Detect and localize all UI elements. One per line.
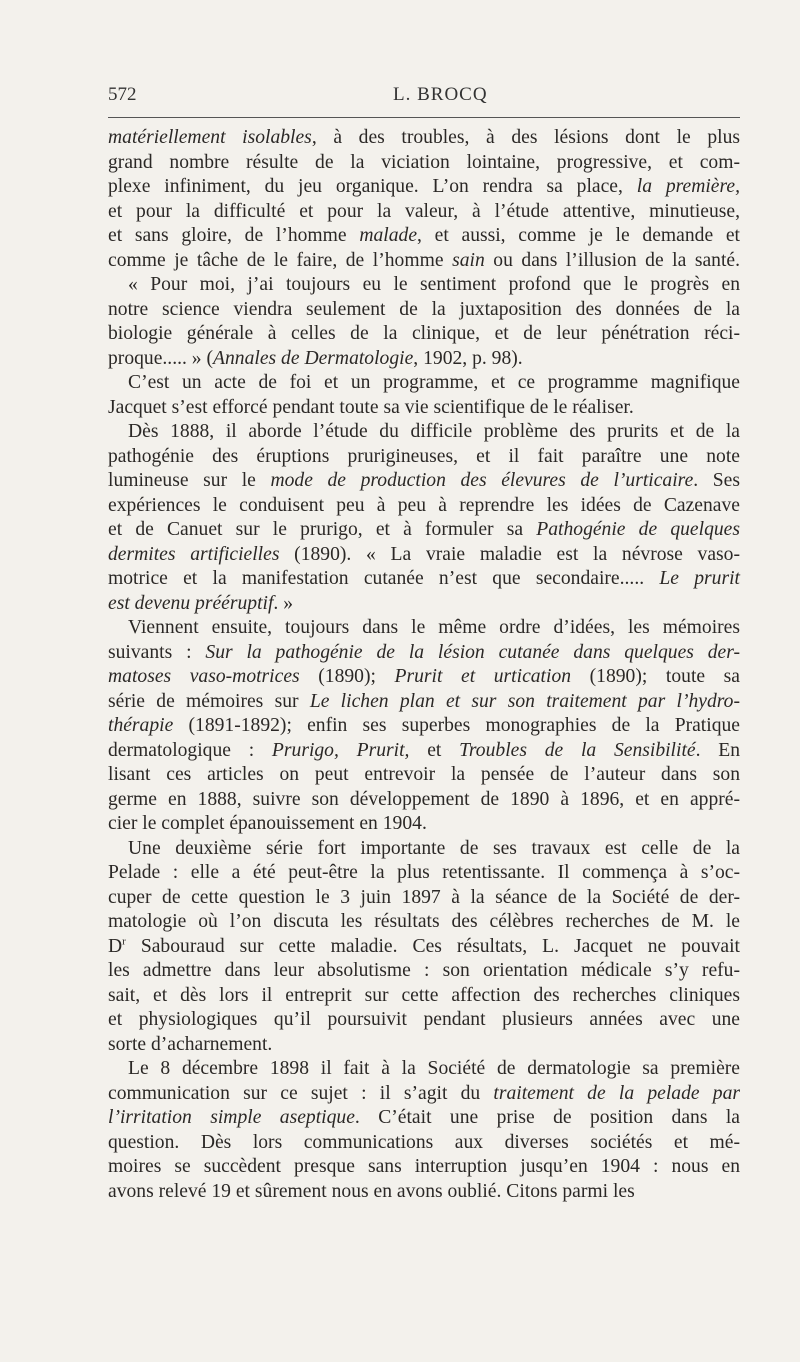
text-run: (1890); bbox=[299, 666, 395, 687]
text-line bbox=[108, 935, 740, 960]
text-line bbox=[108, 886, 740, 911]
text-line bbox=[108, 788, 740, 813]
running-head-author: L. BROCQ bbox=[393, 84, 488, 105]
italic-text: matériellement isolables bbox=[108, 127, 312, 148]
italic-text: Sur la pathogénie de la lésion cutanée dans quelques der- bbox=[205, 641, 740, 663]
text-line bbox=[108, 984, 740, 1009]
text-run: Pelade : elle a été peut-être la plus retentissante. Il commença à s’oc- bbox=[108, 862, 740, 883]
text-run: avons relevé 19 et sûrement nous en avons oublié. Citons parmi les bbox=[108, 1180, 635, 1202]
text-run: pathogénie des éruptions prurigineuses, et il fait paraître une note bbox=[108, 445, 740, 467]
text-run: D bbox=[108, 935, 123, 957]
text-line bbox=[108, 543, 740, 568]
text-run: . Ses bbox=[693, 470, 740, 491]
text-line bbox=[108, 1008, 740, 1033]
text-line bbox=[108, 910, 740, 935]
text-run: lumineuse sur le bbox=[108, 470, 271, 491]
italic-text: thérapie bbox=[108, 715, 174, 736]
italic-text: traitement de la pelade par bbox=[493, 1082, 740, 1104]
italic-text: Pathogénie de quelques bbox=[536, 519, 740, 540]
text-run: Dès 1888, il aborde l’étude du difficile problème des prurits et de la bbox=[128, 421, 740, 442]
text-line bbox=[108, 396, 740, 421]
text-line bbox=[108, 567, 740, 592]
text-line bbox=[108, 837, 740, 862]
text-line bbox=[108, 861, 740, 886]
text-run: grand nombre résulte de la viciation lointaine, progressive, et com- bbox=[108, 151, 740, 173]
text-line bbox=[108, 420, 740, 445]
text-line bbox=[108, 249, 740, 274]
text-line bbox=[108, 1131, 740, 1156]
italic-text: est devenu prééruptif bbox=[108, 592, 274, 614]
text-run: , à des troubles, à des lésions dont le plus bbox=[311, 127, 740, 148]
text-run: biologie générale à celles de la clinique, et de leur pénétration réci- bbox=[108, 323, 740, 344]
text-run: et bbox=[409, 739, 460, 761]
italic-text: matoses vaso-motrices bbox=[108, 666, 300, 687]
text-run: matologie où l’on discuta les résultats des célèbres recherches de M. le bbox=[108, 911, 740, 932]
text-run: communication sur ce sujet : il s’agit du bbox=[108, 1082, 494, 1104]
text-line bbox=[108, 1082, 740, 1107]
text-run: (1890); toute sa bbox=[571, 666, 741, 687]
text-run: et physiologiques qu’il poursuivit pendant plusieurs années avec une bbox=[108, 1009, 740, 1030]
text-line bbox=[108, 959, 740, 984]
text-run: Viennent ensuite, toujours dans le même ordre d’idées, les mémoires bbox=[128, 617, 740, 638]
text-line bbox=[108, 347, 740, 372]
text-line bbox=[108, 494, 740, 519]
body-text bbox=[108, 126, 740, 1204]
text-run: et de Canuet sur le prurigo, et à formuler sa bbox=[108, 519, 537, 540]
text-line bbox=[108, 1106, 740, 1131]
italic-text: Annales de Dermatologie bbox=[213, 347, 414, 369]
text-run: comme je tâche de le faire, de l’homme bbox=[108, 249, 453, 271]
text-run: dermatologique : bbox=[108, 739, 272, 761]
text-run: sait, et dès lors il entreprit sur cette affection des recherches cliniques bbox=[108, 984, 740, 1006]
text-line bbox=[108, 665, 740, 690]
italic-text: malade bbox=[359, 225, 418, 246]
text-line bbox=[108, 592, 740, 617]
text-run: expériences le conduisent peu à peu à reprendre les idées de Cazenave bbox=[108, 494, 740, 516]
italic-text: dermites artificielles bbox=[108, 543, 280, 565]
text-run: les admettre dans leur absolutisme : son orientation médicale s’y refu- bbox=[108, 960, 740, 981]
text-run: . En bbox=[695, 739, 741, 761]
text-line bbox=[108, 322, 740, 347]
text-run: (1891-1892); enfin ses superbes monographies de la Pratique bbox=[173, 715, 740, 736]
text-run: Jacquet s’est efforcé pendant toute sa vie scientifique de le réaliser. bbox=[108, 396, 634, 418]
text-run: proque..... » ( bbox=[108, 347, 214, 369]
italic-text: sain bbox=[452, 249, 485, 271]
italic-text: mode de production des élevures de l’urticaire bbox=[270, 470, 694, 491]
text-run: cier le complet épanouissement en 1904. bbox=[108, 813, 427, 834]
text-run: moires se succèdent presque sans interruption jusqu’en 1904 : nous en bbox=[108, 1156, 740, 1177]
text-run: série de mémoires sur bbox=[108, 690, 310, 712]
text-line bbox=[108, 714, 740, 739]
text-line bbox=[108, 518, 740, 543]
text-run: C’est un acte de foi et un programme, et ce programme magnifique bbox=[128, 372, 740, 393]
text-run: . » bbox=[273, 592, 294, 614]
header-rule bbox=[108, 117, 740, 118]
italic-text: Prurit et urtication bbox=[394, 666, 572, 687]
text-run: cuper de cette question le 3 juin 1897 à la séance de la Société de der- bbox=[108, 886, 740, 908]
text-line bbox=[108, 200, 740, 225]
text-line bbox=[108, 445, 740, 470]
text-line bbox=[108, 1180, 740, 1205]
text-line bbox=[108, 1155, 740, 1180]
text-run: , et aussi, comme je le demande et bbox=[417, 225, 740, 246]
italic-text: Le lichen plan et sur son traitement par l’hydro- bbox=[309, 690, 740, 712]
text-run: , 1902, p. 98). bbox=[413, 347, 523, 369]
text-line bbox=[108, 224, 740, 249]
text-run: motrice et la manifestation cutanée n’est que secondaire..... bbox=[108, 568, 660, 589]
text-run: et sans gloire, de l’homme bbox=[108, 225, 360, 246]
text-run: lisant ces articles on peut entrevoir la pensée de l’auteur dans son bbox=[108, 764, 740, 785]
text-line bbox=[108, 812, 740, 837]
italic-text: la première, bbox=[636, 176, 740, 197]
text-line bbox=[108, 1033, 740, 1058]
text-run: ou dans l’illusion de la santé. bbox=[484, 249, 741, 271]
text-run: question. Dès lors communications aux diverses sociétés et mé- bbox=[108, 1131, 740, 1153]
text-run: notre science viendra seulement de la juxtaposition des données de la bbox=[108, 298, 740, 320]
text-run: . C’était une prise de position dans la bbox=[354, 1107, 741, 1128]
italic-text: Le prurit bbox=[659, 568, 740, 589]
text-line bbox=[108, 126, 740, 151]
text-run: germe en 1888, suivre son développement de 1890 à 1896, et en appré- bbox=[108, 788, 740, 810]
text-line bbox=[108, 1057, 740, 1082]
text-run: Le 8 décembre 1898 il fait à la Société de dermatologie sa première bbox=[128, 1058, 740, 1079]
text-line bbox=[108, 616, 740, 641]
text-line bbox=[108, 371, 740, 396]
italic-text: l’irritation simple aseptique bbox=[108, 1107, 355, 1128]
page-header bbox=[108, 84, 740, 112]
superscript-text: r bbox=[122, 934, 126, 947]
text-run: Sabouraud sur cette maladie. Ces résultats, L. Jacquet ne pouvait bbox=[125, 935, 740, 957]
text-line bbox=[108, 469, 740, 494]
text-line bbox=[108, 175, 740, 200]
text-run: sorte d’acharnement. bbox=[108, 1033, 273, 1055]
text-run: suivants : bbox=[108, 641, 206, 663]
italic-text: Prurigo, Prurit, bbox=[271, 739, 410, 761]
text-run: et pour la difficulté et pour la valeur, à l’étude attentive, minutieuse, bbox=[108, 200, 740, 222]
text-line bbox=[108, 739, 740, 764]
italic-text: Troubles de la Sensibilité bbox=[459, 739, 696, 761]
text-line bbox=[108, 298, 740, 323]
text-line bbox=[108, 641, 740, 666]
text-run: (1890). « La vraie maladie est la névrose vaso- bbox=[279, 543, 741, 565]
page-number: 572 bbox=[108, 84, 137, 105]
text-line bbox=[108, 273, 740, 298]
text-line bbox=[108, 151, 740, 176]
text-run: Une deuxième série fort importante de ses travaux est celle de la bbox=[128, 837, 740, 859]
text-line bbox=[108, 690, 740, 715]
text-run: plexe infiniment, du jeu organique. L’on rendra sa place, bbox=[108, 176, 637, 197]
text-run: « Pour moi, j’ai toujours eu le sentiment profond que le progrès en bbox=[128, 274, 740, 295]
text-line bbox=[108, 763, 740, 788]
